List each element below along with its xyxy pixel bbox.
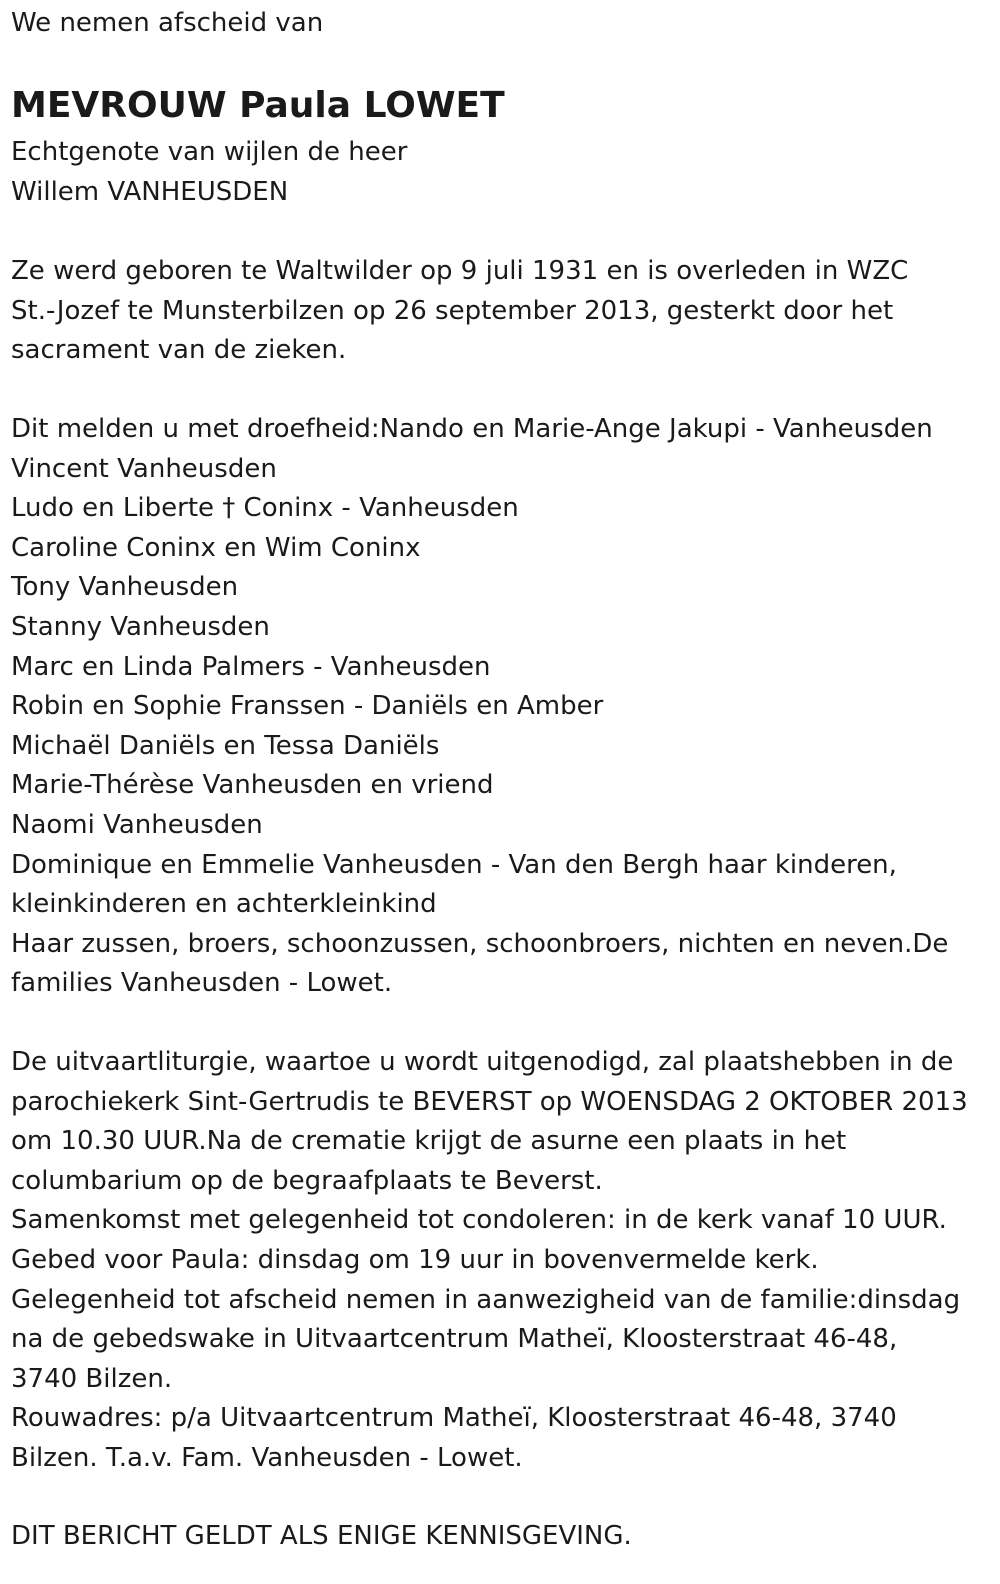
closing-line: DIT BERICHT GELDT ALS ENIGE KENNISGEVING.	[11, 1521, 632, 1551]
mourner-line: Stanny Vanheusden	[11, 611, 270, 642]
mourner-line: Ludo en Liberte † Coninx - Vanheusden	[11, 493, 519, 524]
deceased-name: MEVROUW Paula LOWET	[11, 85, 505, 126]
mourner-line: Vincent Vanheusden	[11, 453, 277, 484]
funeral-line: parochiekerk Sint-Gertrudis te BEVERST op WOENSDAG 2 OKTOBER 2013	[11, 1086, 968, 1117]
funeral-line: De uitvaartliturgie, waartoe u wordt uitgenodigd, zal plaatshebben in de	[11, 1047, 954, 1077]
birth-line: Ze werd geboren te Waltwilder op 9 juli 1931 en is overleden in WZC	[11, 256, 909, 286]
mourner-line: Marie-Thérèse Vanheusden en vriend	[11, 770, 494, 801]
mourner-line: Tony Vanheusden	[11, 572, 239, 603]
intro-text: We nemen afscheid van	[11, 8, 324, 38]
mourner-line: Michaël Daniëls en Tessa Daniëls	[11, 730, 440, 761]
funeral-line: Rouwadres: p/a Uitvaartcentrum Matheï, Kloosterstraat 46-48, 3740	[11, 1403, 897, 1434]
mourner-line: Naomi Vanheusden	[11, 809, 263, 840]
spouse-section	[11, 133, 986, 212]
mourner-line: Dominique en Emmelie Vanheusden - Van den Bergh haar kinderen,	[11, 849, 897, 880]
mourners-section	[11, 410, 986, 1004]
funeral-line: Samenkomst met gelegenheid tot condoleren: in de kerk vanaf 10 UUR.	[11, 1205, 947, 1236]
birth-line: St.-Jozef te Munsterbilzen op 26 september 2013, gesterkt door het	[11, 295, 894, 326]
mourner-line: Caroline Coninx en Wim Coninx	[11, 532, 421, 563]
birth-line: sacrament van de zieken.	[11, 335, 347, 366]
funeral-line: na de gebedswake in Uitvaartcentrum Matheï, Kloosterstraat 46-48,	[11, 1324, 898, 1355]
mourner-line: Haar zussen, broers, schoonzussen, schoonbroers, nichten en neven.De	[11, 928, 949, 959]
mourner-line: kleinkinderen en achterkleinkind	[11, 889, 437, 920]
birth-death-section	[11, 252, 986, 371]
spouse-line: Willem VANHEUSDEN	[11, 176, 289, 207]
funeral-line: 3740 Bilzen.	[11, 1363, 173, 1394]
funeral-line: Gebed voor Paula: dinsdag om 19 uur in bovenvermelde kerk.	[11, 1244, 819, 1275]
funeral-section	[11, 1043, 986, 1479]
funeral-line: om 10.30 UUR.Na de crematie krijgt de asurne een plaats in het	[11, 1126, 847, 1157]
mourner-line: Robin en Sophie Franssen - Daniëls en Amber	[11, 691, 604, 722]
funeral-line: columbarium op de begraafplaats te Beverst.	[11, 1165, 603, 1196]
mourner-line: Dit melden u met droefheid:Nando en Marie-Ange Jakupi - Vanheusden	[11, 414, 933, 444]
funeral-line: Gelegenheid tot afscheid nemen in aanwezigheid van de familie:dinsdag	[11, 1284, 961, 1315]
closing-section	[11, 1517, 986, 1557]
spouse-line: Echtgenote van wijlen de heer	[11, 137, 408, 167]
funeral-line: Bilzen. T.a.v. Fam. Vanheusden - Lowet.	[11, 1442, 523, 1473]
mourner-line: Marc en Linda Palmers - Vanheusden	[11, 651, 491, 682]
mourner-line: families Vanheusden - Lowet.	[11, 968, 393, 999]
